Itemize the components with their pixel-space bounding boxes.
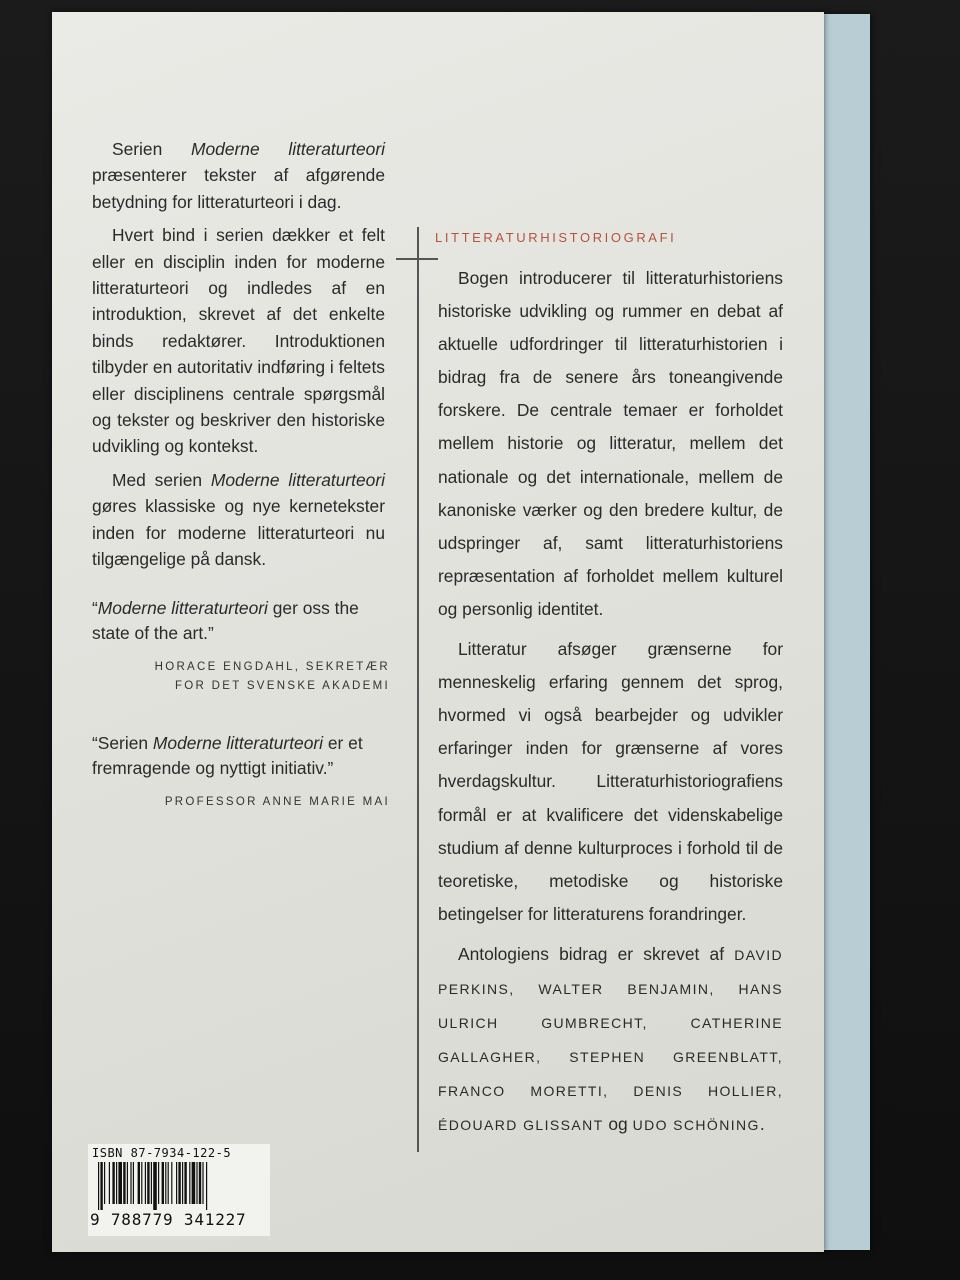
quote-mai <box>92 731 390 812</box>
barcode-digits: 9 788779 341227 <box>90 1210 247 1229</box>
barcode-bar <box>162 1162 164 1204</box>
description-paragraph-2: Litteratur afsøger grænserne for menneskelig erfaring gennem det sprog, hvormed vi også bearbejder og udvikler erfaringer inden for grænserne af vores hverdagskultur. Litteraturhistoriografiens formål er at kvalificere det videnskabelige studium af denne kulturproces i forhold til de teoretiske, metodiske og historiske betingelser for litteraturens forandringer. <box>438 639 783 924</box>
barcode-icon <box>92 1162 268 1210</box>
barcode-bar <box>127 1162 128 1204</box>
barcode-bar <box>171 1162 172 1204</box>
text: “ <box>92 598 98 618</box>
barcode-bar <box>176 1162 177 1204</box>
barcode-bar <box>145 1162 146 1204</box>
barcode-bar <box>184 1162 186 1204</box>
barcode-bar <box>104 1162 105 1204</box>
series-title-italic: Moderne litteraturteori <box>190 139 385 159</box>
author-list: DAVID PERKINS, WALTER BENJAMIN, HANS ULRICH GUMBRECHT, CATHERINE GALLAGHER, STEPHEN GREENBLATT, FRANCO MORETTI, DENIS HOLLIER, ÉDOUARD GLISSANT <box>438 946 783 1134</box>
description-paragraph-1: Bogen introducerer til litteraturhistoriens historiske udvikling og rummer en debat af aktuelle udfordringer til litteraturhistorien i bidrag fra de senere års toneangivende forskere. De centrale temaer er forholdet mellem historie og litteratur, mellem det nationale og det internationale, mellem de kanoniske værker og den bredere kultur, de udspringer af, samt litteraturhistoriens repræsentation af forholdet mellem kulturel og personlig identitet. <box>438 268 783 619</box>
text: præsenterer tekster af afgørende betydning for litteraturteori i dag. <box>92 165 385 212</box>
series-title-italic: Moderne litteraturteori <box>152 733 324 753</box>
attribution-line: PROFESSOR ANNE MARIE MAI <box>164 796 390 808</box>
horizontal-divider <box>396 258 438 260</box>
isbn-text: ISBN 87-7934-122-5 <box>92 1146 232 1160</box>
barcode-bar <box>165 1162 166 1204</box>
barcode-bar <box>182 1162 183 1204</box>
barcode-bar <box>112 1162 114 1204</box>
barcode-bar <box>133 1162 134 1204</box>
barcode-bar <box>118 1162 122 1204</box>
barcode-bar <box>168 1162 169 1204</box>
series-description <box>92 136 385 580</box>
text: Med serien <box>112 469 211 490</box>
attribution-line: HORACE ENGDAHL, SEKRETÆR <box>154 661 390 673</box>
text: gøres klassiske og nye kernetekster inden for moderne litteraturteori nu tilgængelige på dansk. <box>92 496 385 570</box>
quote-text <box>92 731 390 781</box>
barcode-bar <box>196 1162 197 1204</box>
quote-attribution <box>92 793 390 812</box>
barcode-bar <box>109 1162 110 1204</box>
barcode-bar <box>202 1162 203 1204</box>
vertical-divider <box>417 227 419 1152</box>
barcode-bar <box>206 1162 207 1210</box>
barcode-bar <box>98 1162 99 1210</box>
barcode-bar <box>151 1162 152 1204</box>
book-description <box>438 262 783 1149</box>
barcode-bar <box>199 1162 201 1204</box>
series-title-italic: Moderne litteraturteori <box>210 469 385 490</box>
barcode-bar <box>192 1162 196 1204</box>
text: Antologiens bidrag er skrevet af <box>458 943 735 964</box>
text: er et fremragende og nyttigt initiativ.” <box>92 733 363 778</box>
barcode-bar <box>130 1162 131 1204</box>
attribution-line: FOR DET SVENSKE AKADEMI <box>174 680 390 692</box>
text: “Serien <box>92 733 153 753</box>
barcode-bar <box>189 1162 190 1204</box>
text: og <box>603 1114 633 1135</box>
barcode-bar <box>141 1162 142 1204</box>
barcode-bar <box>153 1162 157 1210</box>
series-paragraph-3 <box>92 467 385 573</box>
barcode-bar <box>116 1162 117 1204</box>
barcode-bar <box>100 1162 102 1210</box>
barcode-bar <box>147 1162 149 1204</box>
series-title-italic: Moderne litteraturteori <box>97 598 268 618</box>
barcode-bar <box>123 1162 125 1204</box>
barcode-bar <box>158 1162 159 1204</box>
text: . <box>759 1114 765 1135</box>
barcode-bar <box>178 1162 180 1204</box>
section-title: LITTERATURHISTORIOGRAFI <box>435 230 677 245</box>
author-name: UDO SCHÖNING <box>632 1117 760 1134</box>
quote-engdahl <box>92 596 390 696</box>
series-paragraph-2: Hvert bind i serien dækker et felt eller en disciplin inden for moderne litteraturteori og indledes af en introduktion, skrevet af det enkelte binds redaktører. Introduktionen tilbyder en autoritativ indføring i feltets eller disciplinens centrale spørgsmål og tekster og beskriver den historiske udvikling og kontekst. <box>92 225 385 457</box>
barcode-bar <box>138 1162 140 1204</box>
spine-edge <box>820 14 870 1250</box>
text: Serien <box>112 139 191 159</box>
isbn-barcode <box>88 1144 270 1236</box>
quote-text <box>92 596 390 646</box>
series-paragraph-1 <box>92 136 385 215</box>
quote-attribution <box>92 658 390 696</box>
text: ger oss the state of the art.” <box>92 598 359 643</box>
description-paragraph-3 <box>438 938 783 1143</box>
